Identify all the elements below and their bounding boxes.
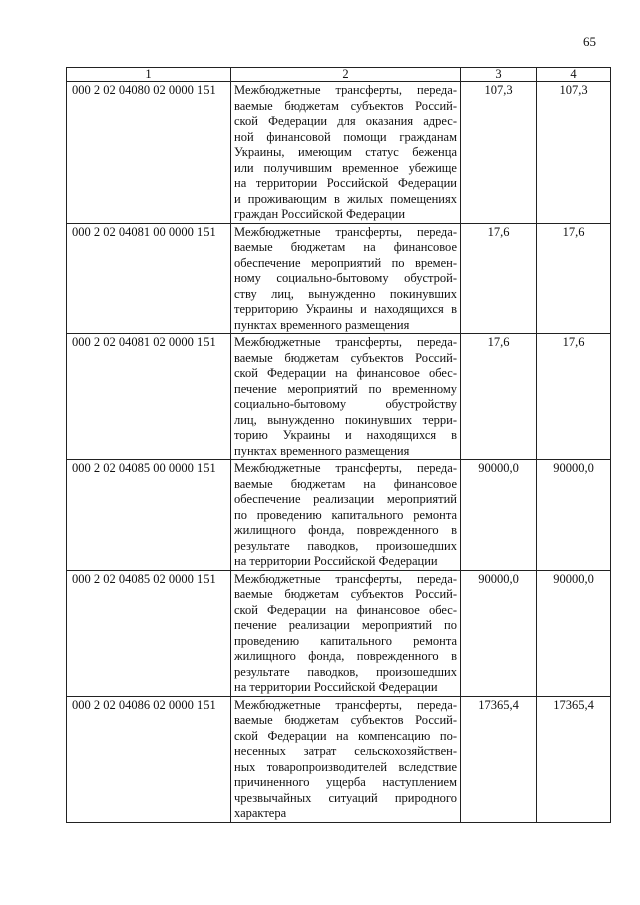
- description-line: лиц, вынужденно покинувших терри-: [234, 412, 457, 427]
- description-line: пунктах временного размещения: [234, 317, 410, 332]
- description-line: проведению капитального ремонта: [234, 633, 457, 648]
- description-line: или получившим временное убежище: [234, 160, 457, 175]
- budget-code-cell: 000 2 02 04085 02 0000 151: [67, 570, 231, 696]
- description-line: пунктах временного размещения: [234, 443, 410, 458]
- description-line: Межбюджетные трансферты, переда-: [234, 571, 457, 586]
- description-line: Межбюджетные трансферты, переда-: [234, 83, 457, 97]
- description-line: несенных затрат сельскохозяйствен-: [234, 744, 457, 758]
- description-line: ваемые бюджетам на финансовое: [234, 240, 457, 254]
- description-line: ской Федерации на финансовое обес-: [234, 602, 457, 617]
- description-line: на территории Российской Федерации: [234, 176, 457, 190]
- table-row: [67, 223, 611, 334]
- budget-code-cell: 000 2 02 04080 02 0000 151: [67, 82, 231, 224]
- table-row: [67, 696, 611, 822]
- description-line: и проживающим в жилых помещениях: [234, 191, 457, 206]
- amount-column-3-cell: 107,3: [461, 82, 537, 224]
- description-cell: [231, 696, 461, 822]
- description-line: ваемые бюджетам субъектов Россий-: [234, 98, 457, 113]
- description-line: социально-бытовому обустройству: [234, 397, 457, 411]
- description-line: ной финансовой помощи гражданам: [234, 129, 457, 144]
- budget-code-cell: 000 2 02 04081 00 0000 151: [67, 223, 231, 334]
- description-line: на территории Российской Федерации: [234, 680, 438, 694]
- budget-code-cell: 000 2 02 04085 00 0000 151: [67, 460, 231, 571]
- description-line: ному социально-бытовому обустрой-: [234, 271, 457, 285]
- description-line: жилищного фонда, поврежденного в: [234, 523, 457, 537]
- description-line: ской Федерации на компенсацию по-: [234, 728, 457, 743]
- description-line: печение реализации мероприятий по: [234, 618, 457, 632]
- amount-column-4-cell: 107,3: [537, 82, 611, 224]
- description-line: Межбюджетные трансферты, переда-: [234, 224, 457, 239]
- column-header-3: 3: [461, 68, 537, 82]
- description-cell: [231, 334, 461, 460]
- description-line: ской Федерации для оказания адрес-: [234, 114, 457, 128]
- description-line: Межбюджетные трансферты, переда-: [234, 461, 457, 475]
- description-cell: [231, 460, 461, 571]
- description-cell: [231, 82, 461, 224]
- description-line: ваемые бюджетам на финансовое: [234, 476, 457, 491]
- description-line: чрезвычайных ситуаций природного: [234, 790, 457, 805]
- amount-column-3-cell: 90000,0: [461, 570, 537, 696]
- budget-code-cell: 000 2 02 04081 02 0000 151: [67, 334, 231, 460]
- amount-column-3-cell: 17,6: [461, 334, 537, 460]
- description-line: результате паводков, произошедших: [234, 538, 457, 553]
- description-cell: [231, 223, 461, 334]
- description-line: территорию Украины и находящихся в: [234, 302, 457, 316]
- description-line: печение мероприятий по временному: [234, 381, 457, 396]
- description-line: Межбюджетные трансферты, переда-: [234, 697, 457, 712]
- amount-column-3-cell: 17,6: [461, 223, 537, 334]
- description-line: по проведению капитального ремонта: [234, 507, 457, 522]
- table-row: [67, 460, 611, 571]
- description-line: ных товаропроизводителей вследствие: [234, 759, 457, 774]
- description-line: ству лиц, вынужденно покинувших: [234, 286, 457, 301]
- description-line: причиненного ущерба наступлением: [234, 775, 457, 789]
- column-header-4: 4: [537, 68, 611, 82]
- page-number: 65: [583, 34, 596, 49]
- amount-column-4-cell: 17365,4: [537, 696, 611, 822]
- amount-column-4-cell: 90000,0: [537, 570, 611, 696]
- description-line: Межбюджетные трансферты, переда-: [234, 335, 457, 349]
- description-line: ваемые бюджетам субъектов Россий-: [234, 587, 457, 601]
- column-header-1: 1: [67, 68, 231, 82]
- budget-code-cell: 000 2 02 04086 02 0000 151: [67, 696, 231, 822]
- description-line: ваемые бюджетам субъектов Россий-: [234, 713, 457, 727]
- table-header-row: [67, 68, 611, 82]
- description-line: обеспечение реализации мероприятий: [234, 492, 457, 506]
- description-line: торию Украины и находящихся в: [234, 428, 457, 442]
- budget-table-body: [67, 68, 611, 823]
- amount-column-4-cell: 90000,0: [537, 460, 611, 571]
- amount-column-3-cell: 17365,4: [461, 696, 537, 822]
- description-line: Украины, имеющим статус беженца: [234, 145, 457, 159]
- amount-column-4-cell: 17,6: [537, 334, 611, 460]
- table-row: [67, 334, 611, 460]
- description-line: на территории Российской Федерации: [234, 554, 438, 568]
- budget-table: [66, 67, 611, 823]
- table-row: [67, 82, 611, 224]
- amount-column-3-cell: 90000,0: [461, 460, 537, 571]
- amount-column-4-cell: 17,6: [537, 223, 611, 334]
- description-line: ваемые бюджетам субъектов Россий-: [234, 350, 457, 365]
- table-row: [67, 570, 611, 696]
- description-line: результате паводков, произошедших: [234, 664, 457, 679]
- description-line: обеспечение мероприятий по времен-: [234, 255, 457, 270]
- description-line: жилищного фонда, поврежденного в: [234, 649, 457, 663]
- column-header-2: 2: [231, 68, 461, 82]
- description-line: ской Федерации на финансовое обес-: [234, 366, 457, 380]
- description-line: характера: [234, 806, 287, 820]
- description-line: граждан Российской Федерации: [234, 207, 406, 221]
- description-cell: [231, 570, 461, 696]
